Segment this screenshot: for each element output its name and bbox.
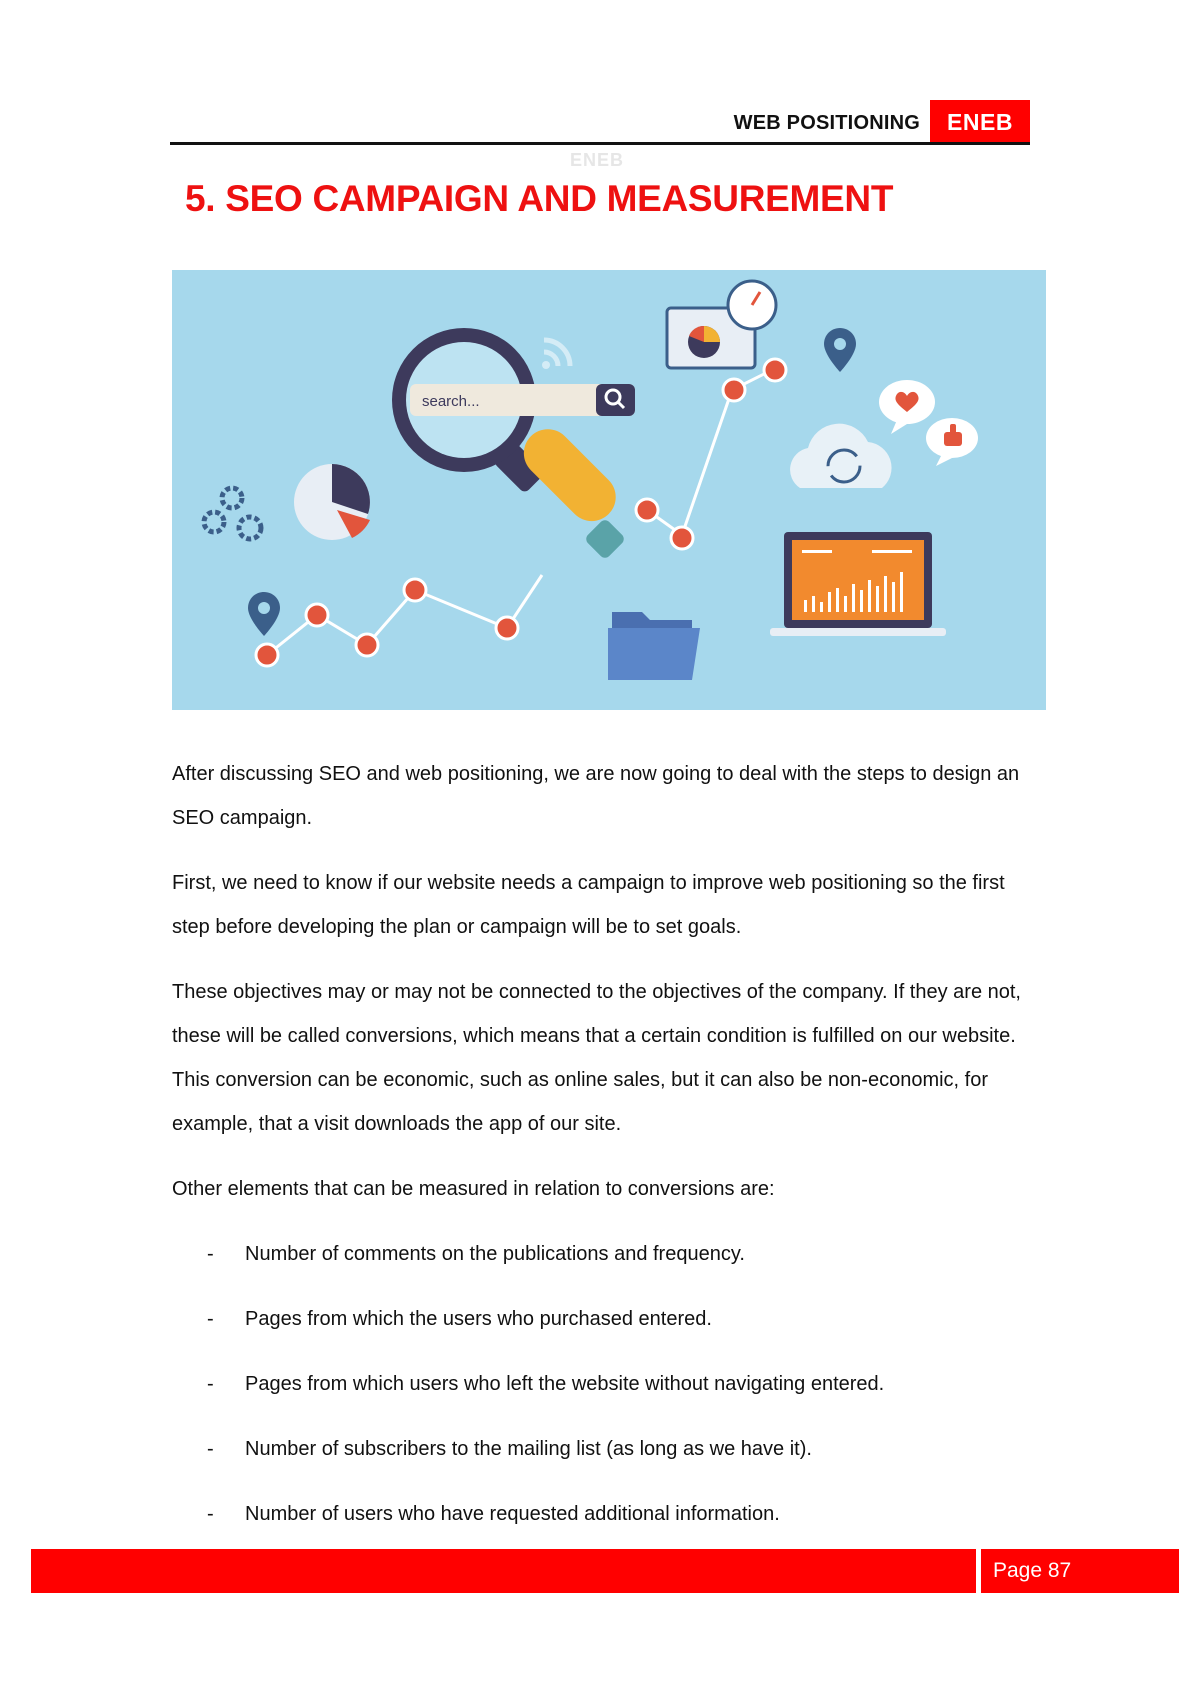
list-item [172,1362,1042,1406]
header-rule [170,142,1030,145]
chapter-title: 5. SEO CAMPAIGN AND MEASUREMENT [185,178,894,219]
search-placeholder-text: search... [422,393,480,410]
search-bar-icon [410,384,635,416]
bullet-dash: - [207,1243,214,1265]
paragraph: After discussing SEO and web positioning, we are now going to deal with the steps to design an SEO campaign. [172,763,1020,829]
magnifier-icon [392,328,626,560]
bullet-dash: - [207,1503,214,1525]
list-item-text: Number of comments on the publications and frequency. [245,1243,745,1265]
bullet-dash: - [207,1308,214,1330]
body-text [172,752,1042,1557]
list-item [172,1232,1042,1276]
gauge-icon [667,281,776,368]
page-header [170,98,1030,144]
pie-chart-icon [294,464,370,540]
bullet-dash: - [207,1373,214,1395]
watermark: ENEB [570,150,625,170]
header-title: WEB POSITIONING [733,112,920,134]
list-item [172,1297,1042,1341]
footer-bar [31,1549,976,1593]
heart-bubble-icon [879,380,935,434]
paragraph: These objectives may or may not be connected to the objectives of the company. If they are not, these will be called conversions, which means that a certain condition is fulfilled on our website. This conversion can be economic, such as online sales, but it can also be non-economic, for example, that a visit downloads the app of our site. [172,981,1021,1135]
page-footer [31,1549,1179,1593]
page-number: Page 87 [981,1549,1179,1593]
bullet-dash: - [207,1438,214,1460]
list-item-text: Number of subscribers to the mailing list (as long as we have it). [245,1438,812,1460]
list-item-text: Pages from which the users who purchased entered. [245,1308,712,1330]
paragraph: First, we need to know if our website needs a campaign to improve web positioning so the first step before developing the plan or campaign will be to set goals. [172,872,1005,938]
eneb-logo: ENEB [930,100,1030,144]
laptop-chart-icon [770,532,946,636]
gear-icon [204,488,261,539]
thumbs-up-bubble-icon [926,418,978,466]
cloud-sync-icon [790,424,891,488]
seo-illustration [172,270,1046,710]
list-item-text: Pages from which users who left the website without navigating entered. [245,1373,885,1395]
wifi-icon [542,340,570,369]
folder-icon [608,612,700,680]
paragraph: Other elements that can be measured in relation to conversions are: [172,1178,775,1200]
list-item [172,1492,1042,1536]
conversion-metrics-list [172,1232,1042,1536]
list-item [172,1427,1042,1471]
list-item-text: Number of users who have requested additional information. [245,1503,780,1525]
